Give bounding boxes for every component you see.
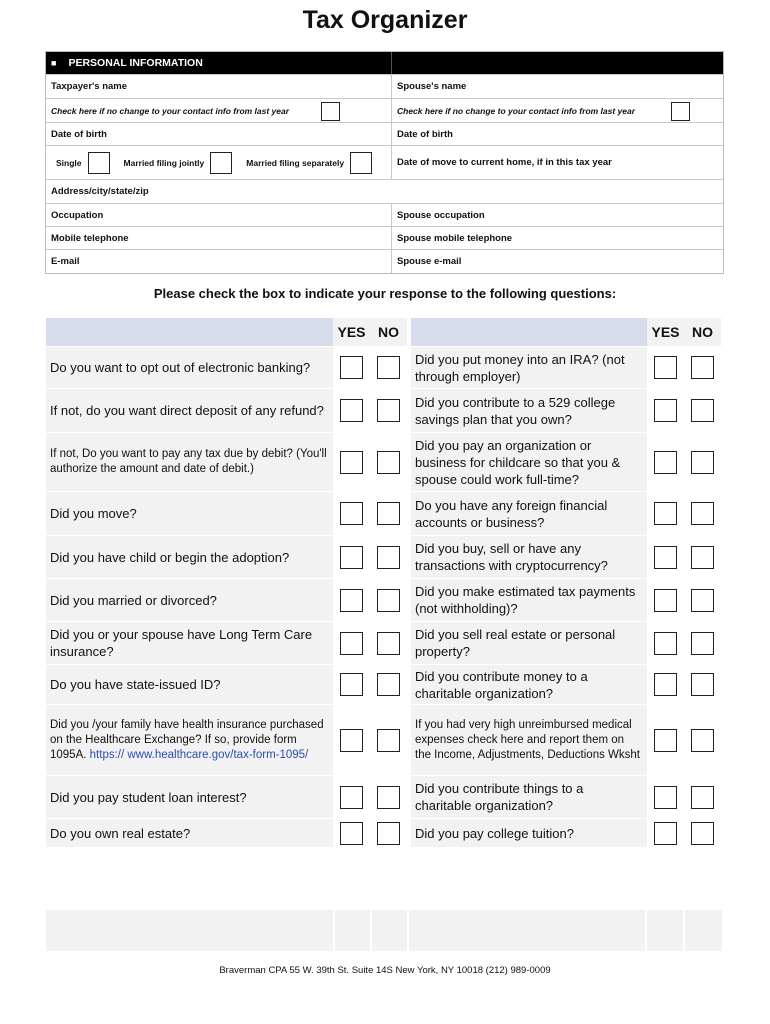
yes-checkbox[interactable] — [340, 399, 363, 422]
yes-checkbox[interactable] — [654, 399, 677, 422]
page-title: Tax Organizer — [302, 6, 468, 34]
blank-row — [46, 910, 724, 951]
no-checkbox[interactable] — [691, 632, 714, 655]
questions-header — [46, 318, 724, 346]
yes-checkbox[interactable] — [654, 822, 677, 845]
no-change-checkbox[interactable] — [321, 102, 340, 121]
single-checkbox[interactable] — [88, 152, 110, 174]
no-header: NO — [684, 318, 721, 346]
dob-field[interactable]: Date of birth — [46, 123, 392, 145]
yes-checkbox[interactable] — [654, 356, 677, 379]
question-text: Do you own real estate? — [50, 825, 191, 841]
question-row — [46, 347, 724, 388]
no-checkbox[interactable] — [691, 673, 714, 696]
question-row — [46, 579, 724, 621]
occupation-field[interactable]: Occupation — [46, 204, 392, 226]
question-text: Do you have state-issued ID? — [50, 677, 221, 692]
no-checkbox[interactable] — [377, 786, 400, 809]
spouse-email-field[interactable]: Spouse e-mail — [397, 256, 462, 267]
no-checkbox[interactable] — [377, 632, 400, 655]
yes-checkbox[interactable] — [340, 822, 363, 845]
question-text: If not, Do you want to pay any tax due by debit? (You'll authorize the amount and date of debit.) — [50, 448, 327, 475]
question-text: Did you contribute things to a charitable organization? — [415, 781, 584, 813]
question-row — [46, 622, 724, 664]
healthcare-link[interactable]: https:// www.healthcare.gov/tax-form-1095/ — [89, 748, 309, 761]
question-row — [46, 665, 724, 704]
filing-status — [46, 146, 392, 179]
no-checkbox[interactable] — [377, 356, 400, 379]
no-checkbox[interactable] — [691, 356, 714, 379]
address-field[interactable]: Address/city/state/zip — [51, 186, 149, 197]
yes-header: YES — [647, 318, 684, 346]
no-checkbox[interactable] — [377, 589, 400, 612]
question-text: Did you put money into an IRA? (not through employer) — [415, 351, 625, 384]
yes-checkbox[interactable] — [654, 451, 677, 474]
question-text: Did you married or divorced? — [50, 592, 217, 608]
no-checkbox[interactable] — [377, 451, 400, 474]
spouse-no-change-label: Check here if no change to your contact info from last year — [397, 105, 636, 116]
no-checkbox[interactable] — [691, 502, 714, 525]
yes-checkbox[interactable] — [654, 502, 677, 525]
no-checkbox[interactable] — [691, 451, 714, 474]
yes-checkbox[interactable] — [654, 546, 677, 569]
question-text: Do you want to opt out of electronic banking? — [50, 360, 311, 375]
married-jointly-label: Married filing jointly — [123, 157, 205, 168]
married-jointly-checkbox[interactable] — [210, 152, 232, 174]
yes-checkbox[interactable] — [654, 589, 677, 612]
no-checkbox[interactable] — [691, 822, 714, 845]
question-text: Did you contribute money to a charitable organization? — [415, 668, 588, 701]
question-text: Did you sell real estate or personal property? — [415, 627, 616, 659]
no-checkbox[interactable] — [377, 822, 400, 845]
question-text: Did you have child or begin the adoption? — [50, 549, 290, 565]
question-row — [46, 389, 724, 432]
question-row — [46, 705, 724, 775]
question-row — [46, 536, 724, 578]
spouse-occupation-field[interactable]: Spouse occupation — [397, 209, 485, 221]
yes-checkbox[interactable] — [654, 632, 677, 655]
yes-checkbox[interactable] — [340, 786, 363, 809]
spouse-no-change-checkbox[interactable] — [671, 102, 690, 121]
date-of-move-field[interactable]: Date of move to current home, if in this tax year — [397, 157, 612, 168]
yes-checkbox[interactable] — [340, 502, 363, 525]
questions-prompt: Please check the box to indicate your response to the following questions: — [153, 286, 617, 301]
no-checkbox[interactable] — [691, 546, 714, 569]
mobile-field[interactable]: Mobile telephone — [46, 227, 392, 249]
no-header: NO — [370, 318, 407, 346]
single-label: Single — [56, 157, 82, 168]
personal-info-header — [46, 52, 723, 75]
question-text: Did you or your spouse have Long Term Care insurance? — [50, 627, 313, 659]
no-checkbox[interactable] — [691, 729, 714, 752]
question-text: Do you have any foreign financial accounts or business? — [415, 497, 608, 530]
yes-checkbox[interactable] — [340, 356, 363, 379]
no-change-label: Check here if no change to your contact info from last year — [51, 105, 290, 116]
question-row — [46, 433, 724, 491]
question-text: Did you /your family have health insurance purchased on the Healthcare Exchange? If so, provide form 1095A. — [50, 718, 324, 761]
no-checkbox[interactable] — [377, 399, 400, 422]
question-text: If not, do you want direct deposit of any refund? — [50, 403, 324, 418]
yes-checkbox[interactable] — [654, 673, 677, 696]
no-checkbox[interactable] — [691, 399, 714, 422]
footer-address: Braverman CPA 55 W. 39th St. Suite 14S New York, NY 10018 (212) 989-0009 — [219, 965, 551, 976]
yes-checkbox[interactable] — [340, 729, 363, 752]
no-checkbox[interactable] — [377, 729, 400, 752]
email-field[interactable]: E-mail — [46, 250, 392, 273]
question-text: Did you contribute to a 529 college savings plan that you own? — [415, 394, 616, 427]
yes-checkbox[interactable] — [340, 589, 363, 612]
question-text: If you had very high unreimbursed medical expenses check here and report them on the Income, Adjustments, Deductions Wksht — [415, 718, 640, 761]
married-separately-label: Married filing separately — [246, 157, 345, 168]
question-row — [46, 776, 724, 818]
personal-info-title: PERSONAL INFORMATION — [68, 57, 203, 69]
no-checkbox[interactable] — [377, 546, 400, 569]
yes-checkbox[interactable] — [340, 451, 363, 474]
question-text: Did you pay college tuition? — [415, 825, 574, 841]
yes-checkbox[interactable] — [654, 786, 677, 809]
question-text: Did you move? — [50, 506, 137, 521]
spouse-name-field[interactable]: Spouse's name — [397, 81, 467, 92]
spouse-dob-field[interactable]: Date of birth — [397, 128, 453, 140]
taxpayer-name-field[interactable]: Taxpayer's name — [46, 75, 392, 98]
spouse-mobile-field[interactable]: Spouse mobile telephone — [397, 232, 513, 244]
yes-header: YES — [333, 318, 370, 346]
question-text: Did you make estimated tax payments (not withholding)? — [415, 584, 636, 616]
header-bullet: ■ — [51, 58, 57, 68]
yes-checkbox[interactable] — [340, 632, 363, 655]
question-text: Did you buy, sell or have any transactions with cryptocurrency? — [415, 541, 608, 573]
yes-checkbox[interactable] — [654, 729, 677, 752]
personal-info-table — [45, 51, 724, 274]
question-text: Did you pay an organization or business for childcare so that you & spouse could work full-time? — [415, 437, 621, 487]
no-checkbox[interactable] — [377, 502, 400, 525]
question-row — [46, 492, 724, 535]
questions-grid — [46, 318, 724, 847]
no-checkbox[interactable] — [377, 673, 400, 696]
yes-checkbox[interactable] — [340, 673, 363, 696]
no-checkbox[interactable] — [691, 786, 714, 809]
yes-checkbox[interactable] — [340, 546, 363, 569]
married-separately-checkbox[interactable] — [350, 152, 372, 174]
question-text: Did you pay student loan interest? — [50, 789, 247, 805]
question-row — [46, 819, 724, 847]
no-checkbox[interactable] — [691, 589, 714, 612]
